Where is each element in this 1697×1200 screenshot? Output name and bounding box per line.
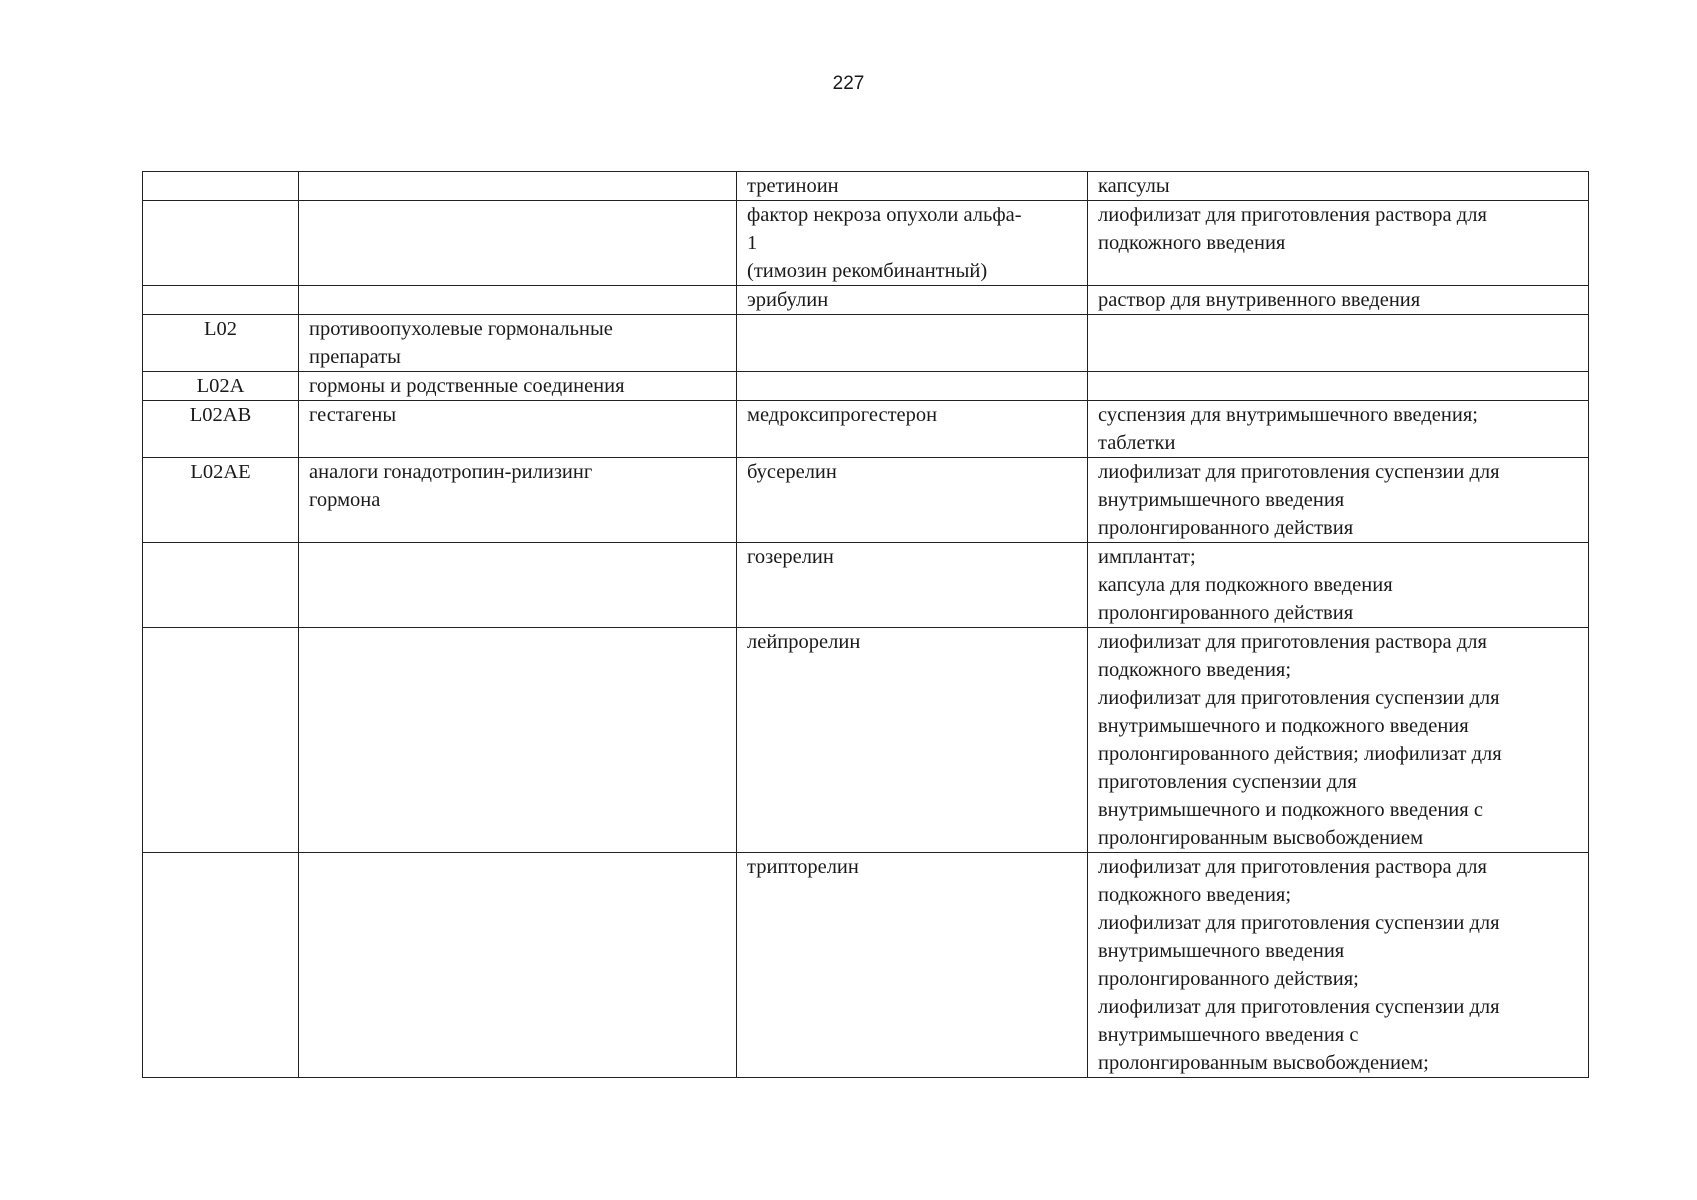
- table-row: [143, 372, 1589, 401]
- atc-code-cell: L02AB: [143, 401, 299, 458]
- page-number: 227: [832, 73, 865, 94]
- atc-code-cell: L02A: [143, 372, 299, 401]
- group-cell: противоопухолевые гормональные препараты: [299, 315, 737, 372]
- group-cell: [299, 286, 737, 315]
- table-row: [143, 458, 1589, 543]
- table-row: [143, 201, 1589, 286]
- dosage-form-cell: имплантат; капсула для подкожного введения пролонгированного действия: [1088, 543, 1589, 628]
- dosage-form-cell: суспензия для внутримышечного введения; таблетки: [1088, 401, 1589, 458]
- group-cell: [299, 628, 737, 853]
- atc-code-cell: [143, 172, 299, 201]
- drug-name-cell: бусерелин: [737, 458, 1088, 543]
- dosage-form-cell: [1088, 315, 1589, 372]
- group-cell: [299, 201, 737, 286]
- drug-name-cell: эрибулин: [737, 286, 1088, 315]
- atc-code-cell: [143, 201, 299, 286]
- table-row: [143, 172, 1589, 201]
- dosage-form-cell: лиофилизат для приготовления раствора для подкожного введения: [1088, 201, 1589, 286]
- dosage-form-cell: лиофилизат для приготовления раствора для подкожного введения; лиофилизат для приготовления суспензии для внутримышечного и подкожного введения пролонгированного действия; лиофилизат для приготовления суспензии для внутримышечного и подкожного введения с пролонгированным высвобождением: [1088, 628, 1589, 853]
- dosage-form-cell: раствор для внутривенного введения: [1088, 286, 1589, 315]
- dosage-form-cell: лиофилизат для приготовления суспензии для внутримышечного введения пролонгированного действия: [1088, 458, 1589, 543]
- drug-name-cell: [737, 372, 1088, 401]
- atc-code-cell: [143, 286, 299, 315]
- drug-name-cell: [737, 315, 1088, 372]
- atc-code-cell: L02: [143, 315, 299, 372]
- drug-name-cell: фактор некроза опухоли альфа- 1 (тимозин рекомбинантный): [737, 201, 1088, 286]
- dosage-form-cell: [1088, 372, 1589, 401]
- group-cell: [299, 853, 737, 1078]
- dosage-form-cell: лиофилизат для приготовления раствора для подкожного введения; лиофилизат для приготовления суспензии для внутримышечного введения пролонгированного действия; лиофилизат для приготовления суспензии для внутримышечного введения с пролонгированным высвобождением;: [1088, 853, 1589, 1078]
- atc-code-cell: [143, 628, 299, 853]
- group-cell: гормоны и родственные соединения: [299, 372, 737, 401]
- table-row: [143, 401, 1589, 458]
- table-row: [143, 628, 1589, 853]
- table-row: [143, 315, 1589, 372]
- drug-table: [142, 171, 1589, 1078]
- table-row: [143, 853, 1589, 1078]
- group-cell: [299, 172, 737, 201]
- table-row: [143, 543, 1589, 628]
- atc-code-cell: [143, 853, 299, 1078]
- drug-name-cell: лейпрорелин: [737, 628, 1088, 853]
- table-row: [143, 286, 1589, 315]
- atc-code-cell: L02AE: [143, 458, 299, 543]
- dosage-form-cell: капсулы: [1088, 172, 1589, 201]
- group-cell: [299, 543, 737, 628]
- drug-name-cell: трипторелин: [737, 853, 1088, 1078]
- group-cell: гестагены: [299, 401, 737, 458]
- drug-name-cell: медроксипрогестерон: [737, 401, 1088, 458]
- group-cell: аналоги гонадотропин-рилизинг гормона: [299, 458, 737, 543]
- drug-name-cell: гозерелин: [737, 543, 1088, 628]
- drug-name-cell: третиноин: [737, 172, 1088, 201]
- atc-code-cell: [143, 543, 299, 628]
